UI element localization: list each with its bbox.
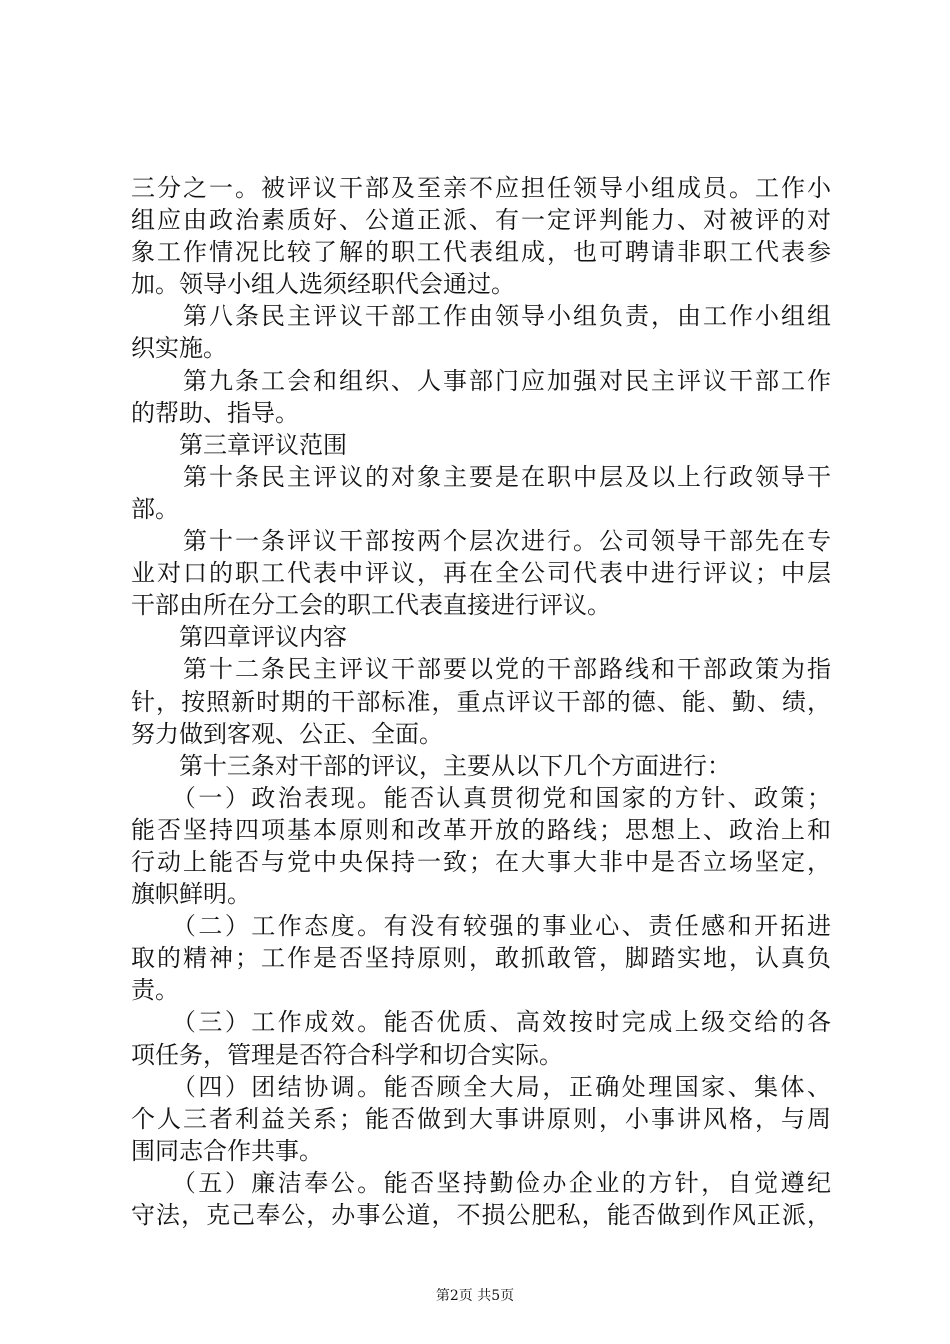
page-footer <box>0 1286 950 1306</box>
text-line: 第九条工会和组织、人事部门应加强对民主评议干部工作 <box>131 366 831 395</box>
text-line: 的帮助、指导。 <box>131 398 299 427</box>
text-line: 第十一条评议干部按两个层次进行。公司领导干部先在专 <box>131 527 831 556</box>
text-line: 项任务，管理是否符合科学和切合实际。 <box>131 1040 563 1069</box>
text-line: 第十三条对干部的评议，主要从以下几个方面进行： <box>131 751 731 780</box>
total-pages: 5 <box>491 1288 501 1304</box>
text-line: 三分之一。被评议干部及至亲不应担任领导小组成员。工作小 <box>131 174 831 202</box>
text-line: 个人三者利益关系；能否做到大事讲原则，小事讲风格，与周 <box>131 1104 831 1133</box>
total-prefix: 共 <box>477 1288 492 1304</box>
text-line: （一）政治表现。能否认真贯彻党和国家的方针、政策； <box>131 783 831 812</box>
text-line: （五）廉洁奉公。能否坚持勤俭办企业的方针，自觉遵纪 <box>131 1168 831 1197</box>
document-body <box>131 172 831 1231</box>
text-line: （四）团结协调。能否顾全大局，正确处理国家、集体、 <box>131 1072 831 1101</box>
text-line: 取的精神；工作是否坚持原则，敢抓敢管，脚踏实地，认真负 <box>131 944 831 973</box>
text-line: 努力做到客观、公正、全面。 <box>131 719 443 748</box>
text-line: 组应由政治素质好、公道正派、有一定评判能力、对被评的对 <box>131 206 831 235</box>
page-prefix: 第 <box>435 1288 450 1304</box>
text-line: （三）工作成效。能否优质、高效按时完成上级交给的各 <box>131 1008 831 1037</box>
page-suffix: 页 <box>458 1288 473 1304</box>
text-line: 行动上能否与党中央保持一致；在大事大非中是否立场坚定， <box>131 847 831 876</box>
text-line: 第十条民主评议的对象主要是在职中层及以上行政领导干 <box>131 462 831 491</box>
text-line: 旗帜鲜明。 <box>131 880 251 909</box>
text-line: 能否坚持四项基本原则和改革开放的路线；思想上、政治上和 <box>131 815 831 844</box>
chapter-heading: 第四章评议内容 <box>131 623 347 652</box>
text-line: （二）工作态度。有没有较强的事业心、责任感和开拓进 <box>131 912 831 941</box>
page-number: 2 <box>449 1288 459 1304</box>
text-line: 加。领导小组人选须经职代会通过。 <box>131 270 515 299</box>
text-line: 责。 <box>131 976 179 1005</box>
text-line: 业对口的职工代表中评议，再在全公司代表中进行评议；中层 <box>131 559 831 588</box>
text-line: 守法，克己奉公，办事公道，不损公肥私，能否做到作风正派， <box>131 1201 831 1229</box>
text-line: 第十二条民主评议干部要以党的干部路线和干部政策为指 <box>131 655 831 684</box>
text-line: 象工作情况比较了解的职工代表组成，也可聘请非职工代表参 <box>131 238 831 267</box>
text-line: 针，按照新时期的干部标准，重点评议干部的德、能、勤、绩， <box>131 687 831 716</box>
text-line: 第八条民主评议干部工作由领导小组负责，由工作小组组 <box>131 302 831 331</box>
chapter-heading: 第三章评议范围 <box>131 430 347 459</box>
total-suffix: 页 <box>500 1288 515 1304</box>
text-line: 干部由所在分工会的职工代表直接进行评议。 <box>131 591 611 620</box>
text-line: 织实施。 <box>131 334 227 363</box>
text-line: 部。 <box>131 494 179 523</box>
text-line: 围同志合作共事。 <box>131 1136 323 1165</box>
